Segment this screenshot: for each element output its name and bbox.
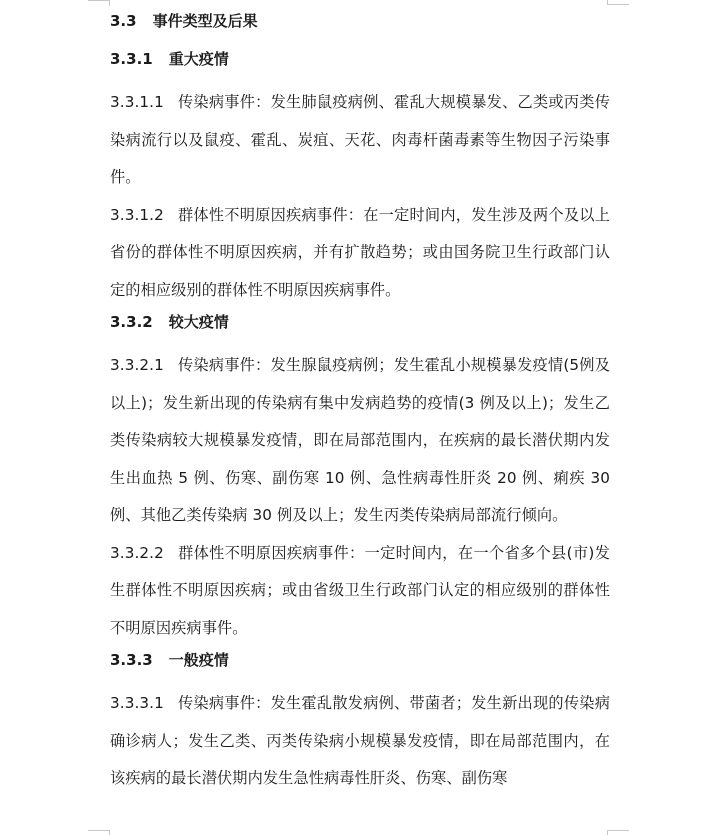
section-heading [110, 8, 610, 35]
clause-paragraph [110, 197, 610, 310]
clause-number: 3.3.1.1 [110, 93, 164, 111]
clause-paragraph [110, 685, 610, 798]
document-body [110, 8, 610, 798]
section-title: 事件类型及后果 [152, 12, 258, 30]
clause-number: 3.3.3.1 [110, 694, 164, 712]
corner-mark-bottom-right-h [607, 830, 629, 831]
subsection-heading [110, 46, 610, 73]
clause-number: 3.3.1.2 [110, 205, 164, 224]
subsection-heading [110, 309, 610, 336]
corner-mark-top-left-h [88, 0, 110, 1]
clause-text: 传染病事件：发生腺鼠疫病例；发生霍乱小规模暴发疫情(5例及以上)；发生新出现的传染病有集中发病趋势的疫情(3 例及以上)；发生乙类传染病较大规模暴发疫情，即在局部范围内，在疾病的最长潜伏期内发生出血热 5 例、伤寒、副伤寒 10 例、急性病毒性肝炎 20 例、痢疾 30 例、其他乙类传染病 30 例及以上；发生丙类传染病局部流行倾向。 [110, 356, 610, 524]
clause-text: 传染病事件：发生肺鼠疫病例、霍乱大规模暴发、乙类或丙类传染病流行以及鼠疫、霍乱、炭疽、天花、肉毒杆菌毒素等生物因子污染事件。 [110, 93, 610, 186]
clause-text: 群体性不明原因疾病事件：一定时间内，在一个省多个县(市)发生群体性不明原因疾病；或由省级卫生行政部门认定的相应级别的群体性不明原因疾病事件。 [110, 543, 610, 637]
corner-mark-top-left-v [109, 0, 110, 6]
subsection-title: 较大疫情 [168, 313, 229, 331]
subsection-number: 3.3.3 [110, 651, 153, 669]
corner-mark-top-right-v [607, 0, 608, 5]
subsection-title: 重大疫情 [168, 50, 229, 68]
clause-paragraph [110, 347, 610, 535]
clause-text: 群体性不明原因疾病事件：在一定时间内，发生涉及两个及以上省份的群体性不明原因疾病，并有扩散趋势；或由国务院卫生行政部门认定的相应级别的群体性不明原因疾病事件。 [110, 205, 610, 299]
clause-paragraph [110, 535, 610, 648]
clause-number: 3.3.2.2 [110, 543, 164, 562]
corner-mark-bottom-left-h [88, 830, 110, 831]
clause-text: 传染病事件：发生霍乱散发病例、带菌者；发生新出现的传染病确诊病人；发生乙类、丙类传染病小规模暴发疫情，即在局部范围内，在该疾病的最长潜伏期内发生急性病毒性肝炎、伤寒、副伤寒 [110, 694, 610, 787]
clause-paragraph [110, 84, 610, 197]
section-number: 3.3 [110, 12, 137, 30]
corner-mark-top-right-h [607, 4, 629, 5]
corner-mark-bottom-left-v [109, 830, 110, 835]
subsection-title: 一般疫情 [168, 651, 229, 669]
subsection-number: 3.3.1 [110, 50, 153, 68]
subsection-heading [110, 647, 610, 674]
subsection-number: 3.3.2 [110, 313, 153, 331]
clause-number: 3.3.2.1 [110, 356, 164, 374]
corner-mark-bottom-right-v [607, 830, 608, 835]
